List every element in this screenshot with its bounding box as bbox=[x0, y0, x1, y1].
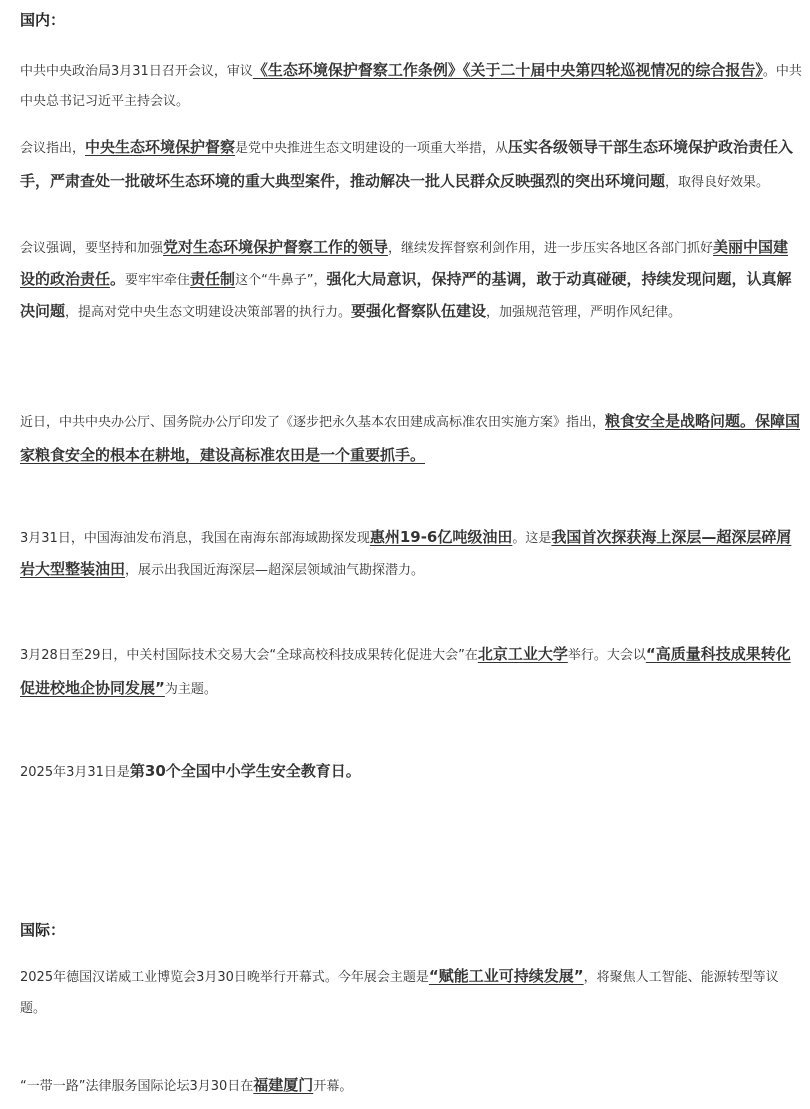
news-paragraph-tech-transfer-conference bbox=[20, 638, 802, 706]
highlighted-link-text: 责任制 bbox=[190, 270, 236, 288]
body-text: 会议强调，要坚持和加强 bbox=[20, 241, 164, 256]
body-text: 2025年德国汉诺威工业博览会3月30日晚举行开幕式。今年展会主题是 bbox=[20, 970, 429, 985]
section-heading-domestic: 国内： bbox=[20, 11, 66, 29]
highlighted-link-text: 北京工业大学 bbox=[477, 645, 568, 663]
section-heading-international: 国际： bbox=[20, 921, 66, 939]
body-text: 3月31日，中国海油发布消息，我国在南海东部海域勘探发现 bbox=[20, 531, 370, 546]
highlighted-link-text: 粮食安全是战略问题。保障国家粮食安全的根本在耕地，建设高标准农田是一个重要抓手。 bbox=[20, 412, 801, 464]
highlighted-link-text: “赋能工业可持续发展” bbox=[428, 967, 584, 985]
body-text: 3月28日至29日，中关村国际技术交易大会“全球高校科技成果转化促进大会”在 bbox=[20, 648, 478, 663]
news-paragraph-meeting-pointed-out bbox=[20, 131, 802, 199]
news-paragraph-hannover-messe bbox=[20, 961, 802, 1024]
highlighted-link-text: 我国首次探获海上深层—超深层碎屑岩大型整装油田 bbox=[20, 528, 792, 578]
body-text: “一带一路”法律服务国际论坛3月30日在 bbox=[20, 1079, 254, 1094]
body-text: ，将聚焦人工智能、能源转型等议题。 bbox=[20, 970, 779, 1016]
body-text: ，展示出我国近海深层—超深层领域油气勘探潜力。 bbox=[125, 563, 425, 578]
highlighted-link-text: 美丽中国建设的政治责任 bbox=[20, 238, 789, 288]
body-text: 。中共中央总书记习近平主持会议。 bbox=[20, 64, 802, 109]
body-text: ，取得良好效果。 bbox=[665, 175, 770, 190]
emphasized-text: 。 bbox=[110, 270, 126, 288]
news-paragraph-safety-education-day bbox=[20, 756, 802, 788]
highlighted-link-text: “高质量科技成果转化促进校地企协同发展” bbox=[20, 645, 791, 697]
highlighted-link-text: 党对生态环境保护督察工作的领导 bbox=[163, 238, 389, 256]
emphasized-text: 要强化督察队伍建设 bbox=[351, 302, 487, 320]
highlighted-link-text: 福建厦门 bbox=[253, 1076, 314, 1094]
highlighted-link-text: 惠州19-6亿吨级油田 bbox=[369, 528, 513, 546]
body-text: 2025年3月31日是 bbox=[20, 765, 130, 780]
body-text: 开幕。 bbox=[313, 1079, 353, 1094]
body-text: 要牢牢牵住 bbox=[125, 273, 191, 288]
highlighted-link-text: 中央生态环境保护督察 bbox=[85, 138, 236, 156]
news-paragraph-politburo-meeting bbox=[20, 55, 802, 117]
body-text: 中共中央政治局3月31日召开会议，审议 bbox=[20, 64, 253, 79]
body-text: 举行。大会以 bbox=[567, 648, 646, 663]
emphasized-text: 第30个全国中小学生安全教育日。 bbox=[129, 762, 361, 780]
body-text: 是党中央推进生态文明建设的一项重大举措，从 bbox=[235, 141, 509, 156]
body-text: 近日，中共中央办公厅、国务院办公厅印发了《逐步把永久基本农田建成高标准农田实施方案》指出， bbox=[20, 415, 606, 430]
news-paragraph-farmland-plan bbox=[20, 405, 802, 473]
body-text: 这个“牛鼻子”， bbox=[235, 273, 327, 288]
body-text: ，继续发挥督察利剑作用，进一步压实各地区各部门抓好 bbox=[388, 241, 714, 256]
body-text: 。这是 bbox=[512, 531, 552, 546]
emphasized-text: 强化大局意识，保持严的基调，敢于动真碰硬，持续发现问题，认真解决问题 bbox=[20, 270, 792, 320]
news-paragraph-meeting-emphasized bbox=[20, 232, 802, 328]
news-paragraph-belt-road-legal-forum bbox=[20, 1070, 802, 1102]
news-paragraph-oilfield-discovery bbox=[20, 522, 802, 586]
body-text: ，加强规范管理，严明作风纪律。 bbox=[486, 305, 682, 320]
emphasized-text: 压实各级领导干部生态环境保护政治责任入手，严肃查处一批破坏生态环境的重大典型案件，推动解决一批人民群众反映强烈的突出环境问题 bbox=[20, 138, 794, 190]
highlighted-link-text: 《生态环境保护督察工作条例》《关于二十届中央第四轮巡视情况的综合报告》 bbox=[252, 61, 763, 79]
body-text: 会议指出， bbox=[20, 141, 86, 156]
body-text: ，提高对党中央生态文明建设决策部署的执行力。 bbox=[65, 305, 352, 320]
body-text: 为主题。 bbox=[164, 682, 217, 697]
